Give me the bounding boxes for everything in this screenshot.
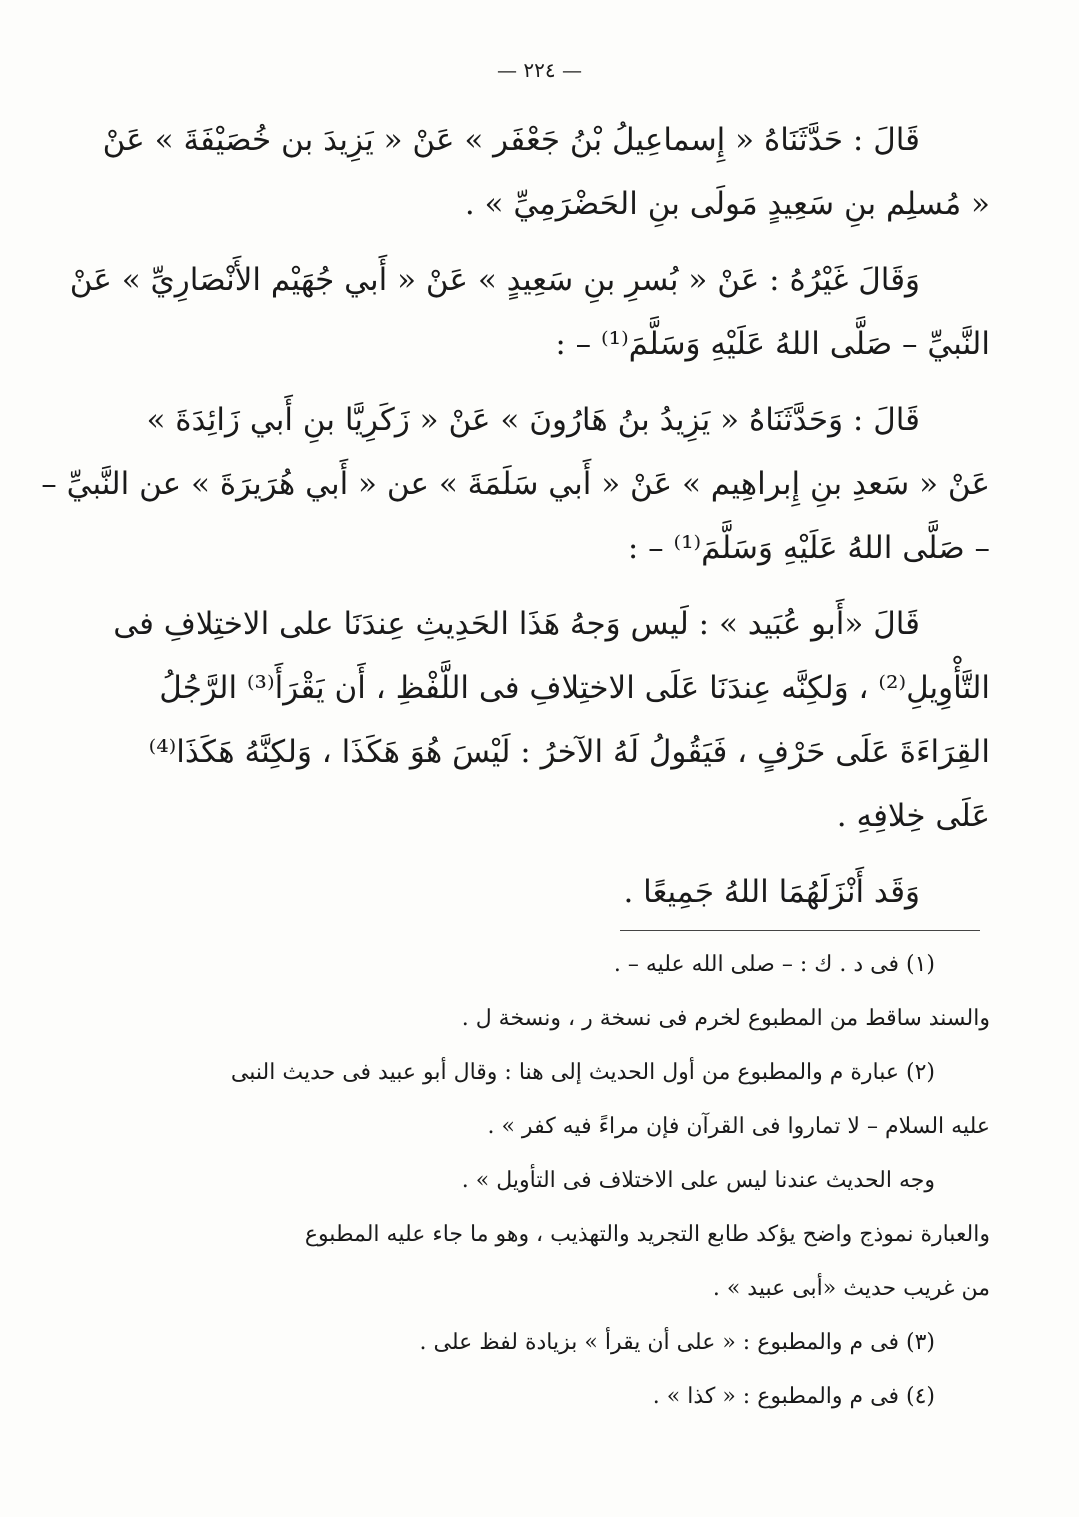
footnote-line: (٢) عبارة م والمطبوع من أول الحديث إلى هنا : وقال أبو عبيد فى حديث النبى <box>230 1060 935 1085</box>
paragraph-3 <box>41 388 990 580</box>
text-line: عَلَى خِلافِهِ . <box>836 798 990 834</box>
footnotes <box>150 930 990 1424</box>
text-line: قَالَ : حَدَّثَنَاهُ « إِسماعِيلُ بْنُ جَعْفَر » عَنْ « يَزِيدَ بن خُصَيْفَةَ » عَنْ <box>102 122 920 158</box>
text-line: النَّبيِّ – صَلَّى اللهُ عَلَيْهِ وَسَلَّمَ⁽¹⁾ – : <box>555 326 990 362</box>
footnote-line: (٤) فى م والمطبوع : « كذا » . <box>652 1384 935 1409</box>
text-line: عَنْ « سَعدِ بنِ إِبراهِيم » عَنْ « أَبي سَلَمَةَ » عن « أَبي هُرَيرَةَ » عن النَّبيِّ – <box>41 466 990 502</box>
text-line: قَالَ : وَحَدَّثَنَاهُ « يَزِيدُ بنُ هَارُونَ » عَنْ « زَكَرِيَّا بنِ أَبي زَائِدَةَ » <box>146 402 920 438</box>
text-line: وَقَد أَنْزَلَهُمَا اللهُ جَمِيعًا . <box>623 874 920 910</box>
text-line: قَالَ «أَبو عُبَيد » : لَيس وَجهُ هَذَا الحَدِيثِ عِندَنَا على الاختِلافِ فى <box>113 606 920 642</box>
text-line: وَقَالَ غَيْرُهُ : عَنْ « بُسرِ بنِ سَعِيدٍ » عَنْ « أَبي جُهَيْم الأَنْصَارِيِّ » عَنْ <box>69 262 920 298</box>
paragraph-1 <box>102 108 990 236</box>
footnote-line: من غريب حديث «أبى عبيد » . <box>712 1276 990 1301</box>
text-line: القِرَاءَةَ عَلَى حَرْفٍ ، فَيَقُولُ لَهُ الآخرُ : لَيْسَ هُوَ هَكَذَا ، وَلكِنَّهُ هَكَذَا⁽⁴⁾ <box>148 734 990 770</box>
paragraph-4 <box>113 592 990 848</box>
paragraph-5 <box>150 860 990 924</box>
footnote-line: وجه الحديث عندنا ليس على الاختلاف فى التأويل » . <box>461 1168 935 1193</box>
footnote-line: عليه السلام – لا تماروا فى القرآن فإن مراءً فيه كفر » . <box>487 1114 990 1139</box>
text-line: التَّأْوِيلِ⁽²⁾ ، وَلكِنَّه عِندَنَا عَلَى الاختِلافِ فى اللَّفْظِ ، أَن يَقْرَأَ⁽³⁾ الرَّجُلُ <box>159 670 990 706</box>
footnote-line: والسند ساقط من المطبوع لخرم فى نسخة ر ، ونسخة ل . <box>461 1006 990 1031</box>
footnote-line: (٣) فى م والمطبوع : « على أن يقرأ » بزيادة لفظ على . <box>419 1330 935 1355</box>
paragraph-2 <box>69 248 990 376</box>
page-number: — ٢٢٤ — <box>497 58 582 82</box>
footnote-line: والعبارة نموذج واضح يؤكد طابع التجريد والتهذيب ، وهو ما جاء عليه المطبوع <box>304 1222 990 1247</box>
text-line: – صَلَّى اللهُ عَلَيْهِ وَسَلَّمَ⁽¹⁾ – : <box>627 530 990 566</box>
main-text <box>41 108 990 936</box>
text-line: « مُسلِم بنِ سَعِيدٍ مَولَى بنِ الحَضْرَمِيِّ » . <box>464 186 990 222</box>
footnote-line: (١) فى د . ك : – صلى الله عليه – . <box>613 952 935 977</box>
